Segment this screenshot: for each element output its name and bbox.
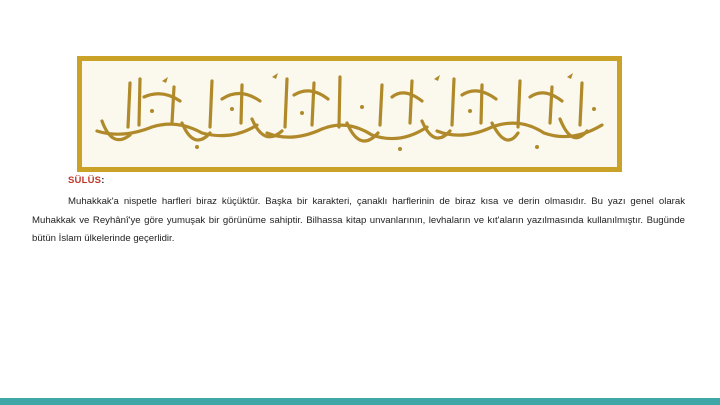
section-paragraph: Muhakkak'a nispetle harfleri biraz küçüktür. Başka bir karakteri, çanaklı harflerinin de biraz kısa ve derin olmasıdır. Bu yazı genel olarak Muhakkak ve Reyhânî'ye göre yumuşak bir görünüme sahiptir. Bilhassa kitap unvanlarının, levhaların ve kıt'aların yazılmasında kullanılmıştır. Bugünde bütün İslam ülkelerinde geçerlidir. <box>32 196 685 244</box>
section-heading-text: SÜLÜS <box>68 175 102 186</box>
calligraphy-image <box>82 61 617 167</box>
bottom-accent-bar <box>0 398 720 405</box>
calligraphy-frame <box>77 56 622 172</box>
section-heading <box>68 175 105 186</box>
heading-colon: : <box>101 175 105 186</box>
calligraphy-artwork <box>82 61 617 167</box>
